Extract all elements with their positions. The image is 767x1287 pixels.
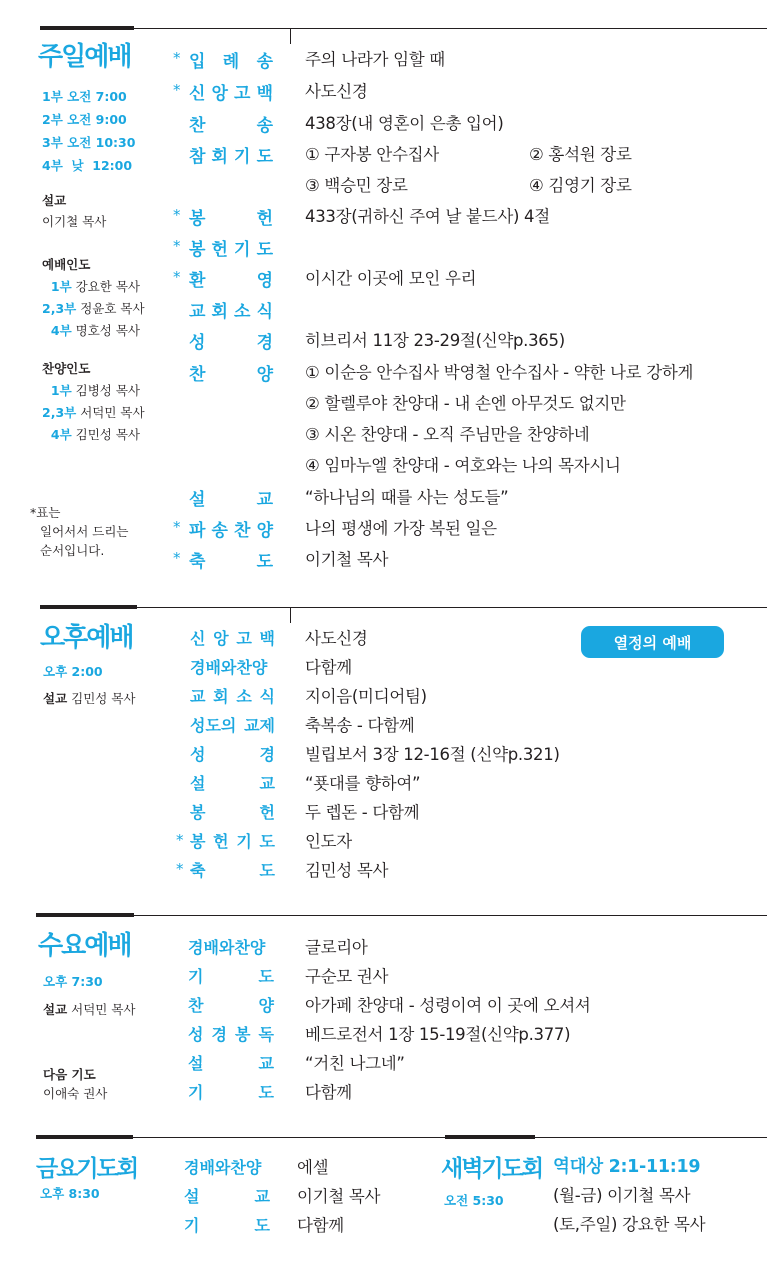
standing-marker: * <box>173 549 181 567</box>
order-value: 구순모 권사 <box>305 967 389 986</box>
sermon-info: 설교 서덕민 목사 <box>43 1002 136 1017</box>
order-label: 경배와찬양 <box>184 1158 262 1177</box>
order-label: 봉 헌 기 도 <box>190 832 275 851</box>
order-label: 환 영 <box>189 271 273 291</box>
next-prayer-name: 이애숙 권사 <box>43 1086 108 1101</box>
praise-entry: 4부 김민성 목사 <box>50 427 140 442</box>
order-label: 교 회 소 식 <box>190 687 275 706</box>
sermon-name: 이기철 목사 <box>42 214 107 229</box>
order-value: 에셀 <box>297 1158 329 1177</box>
order-value: 두 렙돈 - 다함께 <box>305 803 420 822</box>
order-value: 글로리아 <box>305 938 368 957</box>
order-value: ④ 김영기 장로 <box>529 176 632 195</box>
service-time: 4부 낮 12:00 <box>42 158 133 173</box>
divider-tick <box>290 28 291 44</box>
sermon-label: 설교 <box>42 193 67 208</box>
order-label: 기 도 <box>188 1083 274 1102</box>
order-label: 축 도 <box>189 552 273 572</box>
section-rule <box>133 1137 445 1138</box>
lead-entry: 2,3부 정윤호 목사 <box>42 301 145 316</box>
standing-marker: * <box>176 860 184 878</box>
order-value: 히브리서 11장 23-29절(신약p.365) <box>305 331 565 350</box>
section-rule <box>134 915 767 916</box>
order-value: 사도신경 <box>305 82 368 101</box>
order-value: 다함께 <box>297 1216 344 1235</box>
order-label: 경배와찬양 <box>190 658 268 677</box>
afternoon-title: 오후예배 <box>40 623 133 653</box>
order-value: 주의 나라가 임할 때 <box>305 50 445 69</box>
order-label: 찬 송 <box>189 116 273 136</box>
standing-marker: * <box>173 237 181 255</box>
order-value: 이시간 이곳에 모인 우리 <box>305 269 477 288</box>
standing-marker: * <box>173 49 181 67</box>
dawn-preacher: (월-금) 이기철 목사 <box>553 1186 691 1205</box>
order-value: “거친 나그네” <box>305 1054 405 1073</box>
order-value: ④ 임마누엘 찬양대 - 여호와는 나의 목자시니 <box>305 456 621 475</box>
lead-entry: 1부 강요한 목사 <box>50 279 140 294</box>
praise-label: 찬양인도 <box>42 361 91 376</box>
order-value: 축복송 - 다함께 <box>305 716 415 735</box>
order-value: 지이음(미디어팀) <box>305 687 427 706</box>
standing-note-line: 일어서서 드리는 <box>40 524 129 539</box>
order-value: 아가페 찬양대 - 성령이여 이 곳에 오셔셔 <box>305 996 591 1015</box>
order-label: 설 교 <box>188 1054 274 1073</box>
service-time: 2부 오전 9:00 <box>42 112 127 127</box>
order-label: 신 앙 고 백 <box>189 84 273 104</box>
section-rule <box>137 607 767 608</box>
order-value: 433장(귀하신 주여 날 붙드사) 4절 <box>305 207 550 226</box>
section-rule-thick <box>36 913 134 917</box>
friday-title: 금요기도회 <box>36 1156 138 1182</box>
order-label: 찬 양 <box>189 365 273 385</box>
order-value: ② 할렐루야 찬양대 - 내 손엔 아무것도 없지만 <box>305 394 626 413</box>
order-label: 신 앙 고 백 <box>190 629 275 648</box>
standing-note-line: 순서입니다. <box>40 543 105 558</box>
next-prayer-label: 다음 기도 <box>43 1067 96 1082</box>
order-label: 입 례 송 <box>189 52 273 72</box>
order-value: ① 구자봉 안수집사 <box>305 145 439 164</box>
lead-label: 예배인도 <box>42 257 91 272</box>
order-value: ③ 백승민 장로 <box>305 176 408 195</box>
order-label: 봉 헌 <box>189 209 273 229</box>
order-label: 설 교 <box>184 1187 270 1206</box>
order-value: ① 이순응 안수집사 박영철 안수집사 - 약한 나로 강하게 <box>305 363 694 382</box>
section-rule-thick <box>40 605 137 609</box>
praise-entry: 2,3부 서덕민 목사 <box>42 405 145 420</box>
order-value: 인도자 <box>305 832 352 851</box>
dawn-preacher: (토,주일) 강요한 목사 <box>553 1215 706 1234</box>
wednesday-title: 수요예배 <box>38 931 131 961</box>
service-time: 3부 오전 10:30 <box>42 135 136 150</box>
order-label: 기 도 <box>184 1216 270 1235</box>
section-rule-thick <box>40 26 134 30</box>
sunday-title: 주일예배 <box>38 42 131 72</box>
service-time: 오전 5:30 <box>444 1193 504 1208</box>
order-label: 성 경 봉 독 <box>188 1025 274 1044</box>
order-label: 교 회 소 식 <box>189 302 273 322</box>
order-value: 이기철 목사 <box>297 1187 381 1206</box>
section-rule <box>535 1137 767 1138</box>
order-label: 기 도 <box>188 967 274 986</box>
praise-entry: 1부 김병성 목사 <box>50 383 140 398</box>
order-label: 찬 양 <box>188 996 274 1015</box>
sermon-info: 설교 김민성 목사 <box>43 691 136 706</box>
service-time: 오후 8:30 <box>40 1186 100 1201</box>
order-label: 성 경 <box>190 745 275 764</box>
order-value: “푯대를 향하여” <box>305 774 421 793</box>
dawn-title: 새벽기도회 <box>441 1156 543 1182</box>
order-label: 설 교 <box>190 774 275 793</box>
section-rule-thick <box>36 1135 133 1139</box>
section-rule <box>134 28 767 29</box>
order-label: 설 교 <box>189 490 273 510</box>
service-time: 오후 7:30 <box>43 974 103 989</box>
order-label: 봉 헌 기 도 <box>189 240 273 260</box>
order-value: ② 홍석원 장로 <box>529 145 632 164</box>
order-value: “하나님의 때를 사는 성도들” <box>305 488 509 507</box>
order-label: 봉 헌 <box>190 803 275 822</box>
order-label: 경배와찬양 <box>188 938 266 957</box>
order-value: 김민성 목사 <box>305 861 389 880</box>
order-value: 베드로전서 1장 15-19절(신약p.377) <box>305 1025 571 1044</box>
passion-worship-badge: 열정의 예배 <box>581 626 724 658</box>
dawn-passage: 역대상 2:1-11:19 <box>553 1157 701 1177</box>
order-label: 파 송 찬 양 <box>189 521 273 541</box>
order-label: 성도의 교제 <box>190 716 275 735</box>
standing-marker: * <box>176 831 184 849</box>
order-value: 다함께 <box>305 658 352 677</box>
standing-marker: * <box>173 518 181 536</box>
order-value: ③ 시온 찬양대 - 오직 주님만을 찬양하네 <box>305 425 590 444</box>
order-label: 참 회 기 도 <box>189 147 273 167</box>
service-time: 오후 2:00 <box>43 664 103 679</box>
standing-marker: * <box>173 81 181 99</box>
standing-marker: * <box>173 206 181 224</box>
order-value: 이기철 목사 <box>305 550 389 569</box>
order-value: 다함께 <box>305 1083 352 1102</box>
section-rule-thick <box>445 1135 535 1139</box>
lead-entry: 4부 명호성 목사 <box>50 323 140 338</box>
order-value: 빌립보서 3장 12-16절 (신약p.321) <box>305 745 560 764</box>
order-value: 나의 평생에 가장 복된 일은 <box>305 519 497 538</box>
standing-marker: * <box>173 268 181 286</box>
standing-note: *표는 <box>30 505 61 520</box>
order-label: 축 도 <box>190 861 275 880</box>
service-time: 1부 오전 7:00 <box>42 89 127 104</box>
order-label: 성 경 <box>189 333 273 353</box>
order-value: 사도신경 <box>305 629 368 648</box>
divider-tick <box>290 607 291 623</box>
order-value: 438장(내 영혼이 은총 입어) <box>305 114 504 133</box>
